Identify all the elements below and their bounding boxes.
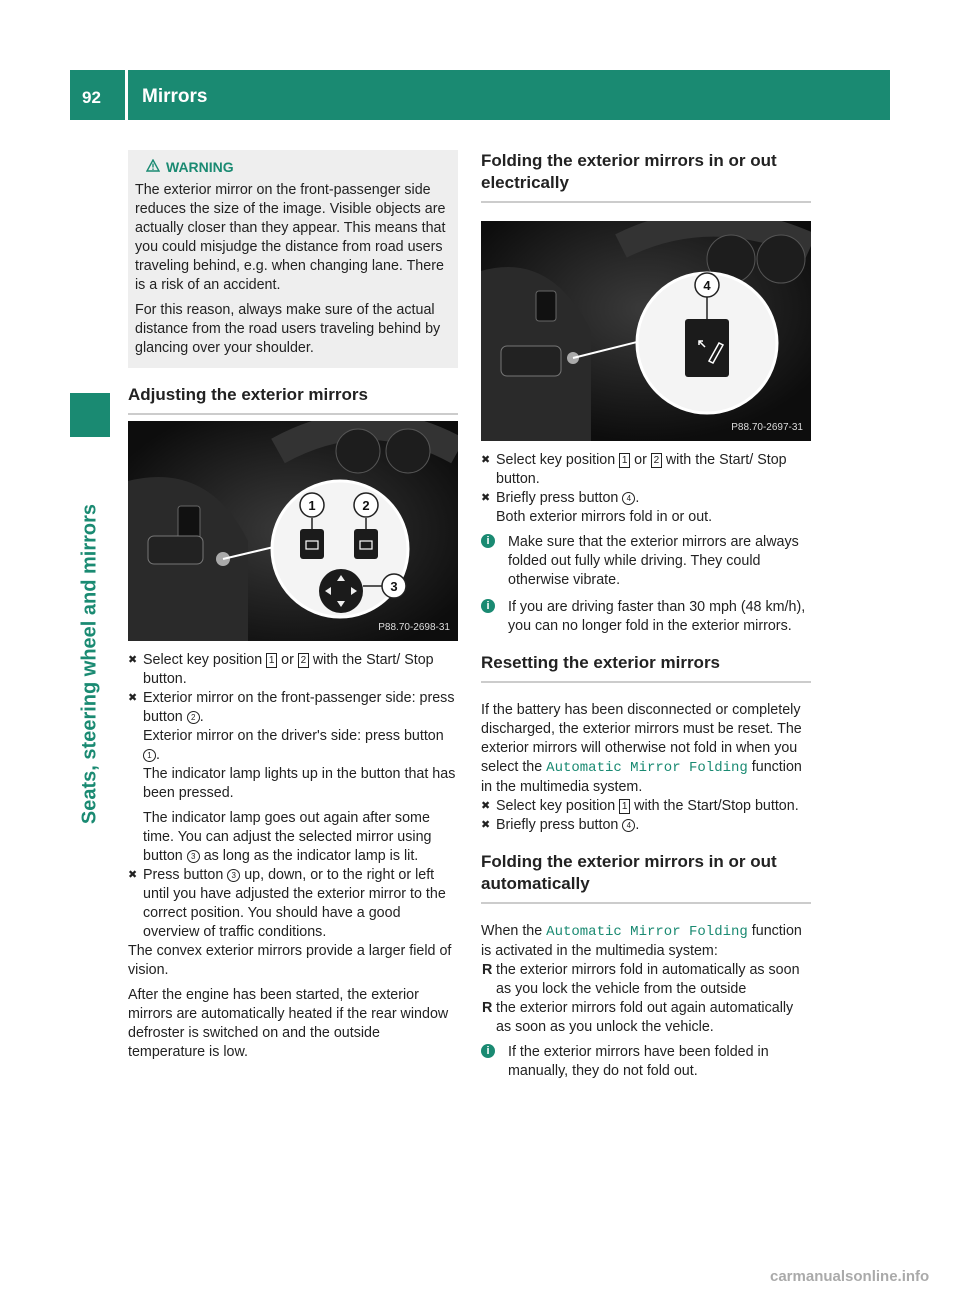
callout-4: 4 [703,278,711,293]
warning-paragraph: For this reason, always make sure of the actual distance from the road users traveling behind by glancing over your shoulder. [135,302,441,356]
callout-1: 1 [308,498,316,513]
left-column [128,150,458,1062]
warning-paragraph: The exterior mirror on the front-passenger side reduces the size of the image. Visible objects are actually closer than they appear. This means that you could misjudge the distance from road users traveling behind, e.g. when changing lane. There is a risk of an accident. [135,182,446,293]
body-paragraph: If the battery has been disconnected or completely discharged, the exterior mirrors must be reset. The exterior mirrors will otherwise not fold in when you select the Automatic Mirror Folding function in the multimedia system. [481,702,802,795]
info-note: i If the exterior mirrors have been folded in manually, they do not fold out. [481,1043,811,1081]
watermark-footer: carmanualsonline.info [770,1268,930,1285]
bullet-item: R the exterior mirrors fold out again automatically as soon as you unlock the vehicle. [482,1000,794,1035]
info-note: i Make sure that the exterior mirrors are always folded out fully while driving. They could otherwise vibrate. [481,533,811,590]
chapter-label: Seats, steering wheel and mirrors [78,503,101,825]
step-item: ✖ Select key position 1 with the Start/Stop button. [481,798,799,814]
chapter-tab [70,393,110,437]
right-column [481,150,811,1081]
step-detail: The indicator lamp lights up in the button that has been pressed. [143,766,456,801]
callout-3: 3 [390,579,398,594]
step-detail: The indicator lamp goes out again after some time. You can adjust the selected mirror using button 3 as long as the indicator lamp is lit. [143,810,432,864]
body-paragraph: After the engine has been started, the exterior mirrors are automatically heated if the rear window defroster is switched on and the outside temperature is low. [128,987,449,1060]
mirror-controls-photo [128,421,458,641]
step-item: ✖ Briefly press button 4 . [481,490,640,506]
heading-adjusting: Adjusting the exterior mirrors [128,384,458,415]
callout-2: 2 [362,498,370,513]
body-paragraph: The convex exterior mirrors provide a larger field of vision. [128,943,452,978]
step-detail: Both exterior mirrors fold in or out. [496,509,713,525]
info-icon: i [481,1044,495,1058]
info-icon: i [481,599,495,613]
step-item: ✖ Briefly press button 4 . [481,817,640,833]
heading-resetting: Resetting the exterior mirrors [481,652,811,683]
heading-folding-electric: Folding the exterior mirrors in or out electrically [481,150,811,203]
warning-title: WARNING [135,158,451,177]
mirror-fold-photo [481,221,811,441]
image-caption: P88.70-2697-31 [731,422,803,433]
header-separator [125,70,128,120]
warning-triangle-icon [146,158,160,177]
heading-folding-auto: Folding the exterior mirrors in or out automatically [481,851,811,904]
step-item: ✖ Exterior mirror on the front-passenger side: press button 2 . [128,690,455,725]
body-paragraph: When the Automatic Mirror Folding function is activated in the multimedia system: [481,923,802,959]
step-item: ✖ Press button 3 up, down, or to the right or left until you have adjusted the exterior mirror to the correct position. You should have a good overview of traffic conditions. [128,867,446,940]
step-detail: Exterior mirror on the driver's side: press button 1 . [143,728,444,763]
info-note: i If you are driving faster than 30 mph (48 km/h), you can no longer fold in the exterior mirrors. [481,598,811,636]
warning-box [128,150,458,368]
info-icon: i [481,534,495,548]
bullet-item: R the exterior mirrors fold in automatically as soon as you lock the vehicle from the outside [482,962,800,997]
step-item: ✖ Select key position 1 or 2 with the Start/ Stop button. [128,652,434,687]
section-title: Mirrors [142,86,208,107]
step-item: ✖ Select key position 1 or 2 with the Start/ Stop button. [481,452,787,487]
image-caption: P88.70-2698-31 [378,622,450,633]
page-number: 92 [82,88,101,107]
